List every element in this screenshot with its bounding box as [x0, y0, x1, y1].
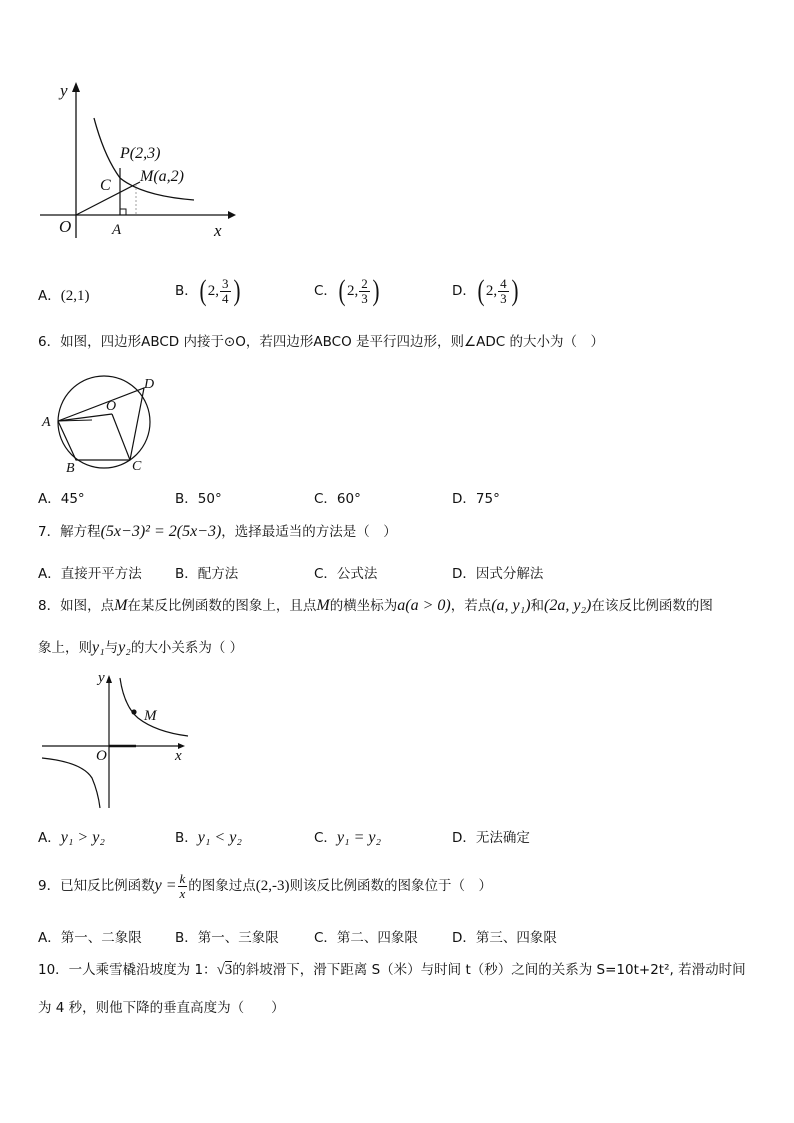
q5-option-d-num: 4 [500, 275, 507, 291]
q5-option-b-label: B． [175, 283, 198, 299]
q7-option-d[interactable]: D．因式分解法 [452, 566, 544, 582]
q6-circle [58, 376, 150, 468]
q6-stem: 6．如图，四边形ABCD 内接于⊙O，若四边形ABCO 是平行四边形，则∠ADC 的大小为（ ） [38, 334, 604, 350]
q7-stem [38, 522, 397, 542]
q10-line1 [38, 960, 746, 980]
q8-stem-mid3: ，若点 [450, 598, 492, 614]
q5-option-d-fraction [498, 277, 509, 306]
q5-label-c: C [100, 177, 111, 194]
q8-label-m: M [144, 708, 157, 724]
q6-label-a: A [42, 415, 51, 430]
q8-option-b-math: y₁ < y₂ [197, 829, 242, 846]
q5-option-b-fraction [220, 277, 231, 306]
q5-option-d-int: 2, [485, 283, 498, 299]
q9-option-d[interactable]: D．第三、四象限 [452, 930, 557, 946]
q8-option-c-label: C． [314, 830, 337, 846]
q6-option-b[interactable]: B．50° [175, 491, 222, 507]
q8-m-1: M [114, 597, 128, 614]
q10-line2: 为 4 秒，则他下降的垂直高度为（ ） [38, 1000, 285, 1016]
q9-y-eq: y = [154, 877, 177, 894]
q6-label-c: C [132, 459, 142, 474]
q5-option-a[interactable] [38, 284, 90, 305]
q5-option-c-fraction [359, 277, 370, 306]
q7-stem-suffix: ，选择最适当的方法是（ ） [221, 524, 397, 540]
q5-option-c-den: 3 [361, 290, 368, 306]
q8-option-a-label: A． [38, 830, 61, 846]
q8-stem-line2-prefix: 象上，则 [38, 640, 92, 656]
q8-stem-line2-end: 的大小关系为（ ） [130, 640, 244, 656]
q5-label-m: M(a,2) [140, 168, 184, 185]
q6-line-bc-inner [76, 420, 92, 460]
q5-option-d-lparen: ( [477, 274, 485, 307]
q8-cond: a(a > 0) [397, 597, 451, 614]
q8-y1: y₁ [92, 639, 105, 656]
q5-option-b-den: 4 [222, 290, 229, 306]
q5-option-c-rparen: ) [372, 274, 380, 307]
q5-figure [36, 78, 246, 243]
q8-stem-prefix: 8．如图，点 [38, 598, 115, 614]
q5-option-d-rparen: ) [511, 274, 519, 307]
q8-point2: (2a, y₂) [544, 597, 592, 614]
q8-stem-and: 和 [530, 598, 545, 614]
q5-label-p: P(2,3) [120, 145, 161, 162]
q5-option-b[interactable] [175, 274, 242, 308]
q9-frac-num: k [179, 870, 186, 886]
q5-option-d-den: 3 [500, 290, 507, 306]
q5-label-x: x [214, 221, 222, 240]
q7-option-a[interactable]: A．直接开平方法 [38, 566, 142, 582]
q8-stem-end: 在该反比例函数的图 [591, 598, 713, 614]
q5-label-y: y [60, 81, 68, 100]
q9-fraction [178, 872, 188, 901]
q5-option-b-lparen: ( [199, 274, 207, 307]
q8-option-c[interactable] [314, 826, 381, 847]
q8-hyperbola-branch-3 [42, 758, 100, 808]
q5-label-a: A [112, 222, 122, 238]
q8-point-m [131, 709, 136, 714]
q8-figure [38, 668, 198, 813]
q9-frac-den: x [179, 885, 186, 901]
q6-label-b: B [66, 461, 75, 474]
q7-stem-prefix: 7．解方程 [38, 524, 101, 540]
q7-equation: (5x−3)² = 2(5x−3) [100, 523, 222, 540]
q8-stem-mid: 在某反比例函数的图象上，且点 [127, 598, 317, 614]
q8-stem-line2-mid: 与 [104, 640, 119, 656]
q6-label-o: O [106, 399, 117, 414]
q5-option-c[interactable] [314, 274, 381, 308]
q7-option-c[interactable]: C．公式法 [314, 566, 378, 582]
q6-option-d[interactable]: D．75° [452, 491, 500, 507]
q5-option-a-value: (2,1) [60, 288, 90, 304]
q5-option-c-int: 2, [346, 283, 359, 299]
q8-option-a-math: y₁ > y₂ [60, 829, 105, 846]
q9-stem-end: 则该反比例函数的图象位于（ ） [289, 878, 493, 894]
q9-point: (2,-3) [255, 878, 290, 894]
q6-option-c[interactable]: C．60° [314, 491, 361, 507]
q8-label-y: y [98, 670, 105, 686]
q9-option-b[interactable]: B．第一、三象限 [175, 930, 279, 946]
q8-m-2: M [316, 597, 330, 614]
q5-option-d[interactable] [452, 274, 520, 308]
q6-figure [40, 374, 165, 474]
q8-stem-line2 [38, 638, 243, 658]
q8-option-a[interactable] [38, 826, 105, 847]
q5-option-d-label: D． [452, 283, 476, 299]
q6-quad-abcd [58, 388, 144, 460]
q5-label-o: O [59, 217, 72, 236]
q10-line1-end: 的斜坡滑下，滑下距离 S（米）与时间 t（秒）之间的关系为 S=10t+2t², 若滑动时间 [232, 962, 746, 978]
q9-option-c[interactable]: C．第二、四象限 [314, 930, 418, 946]
q5-option-b-int: 2, [207, 283, 220, 299]
q6-line-oc [112, 414, 130, 460]
q7-option-b[interactable]: B．配方法 [175, 566, 239, 582]
q9-stem-prefix: 9．已知反比例函数 [38, 878, 155, 894]
q8-stem-mid2: 的横坐标为 [329, 598, 398, 614]
q5-right-angle [120, 209, 126, 215]
q8-point1: (a, y₁) [491, 597, 531, 614]
q8-y-arrow [106, 675, 112, 683]
q5-option-b-num: 3 [222, 275, 229, 291]
q9-option-a[interactable]: A．第一、二象限 [38, 930, 142, 946]
q5-option-a-label: A． [38, 288, 61, 304]
q8-label-x: x [175, 748, 182, 764]
q8-label-o: O [96, 748, 107, 764]
q8-option-b-label: B． [175, 830, 198, 846]
q8-y2: y₂ [118, 639, 131, 656]
q8-option-c-math: y₁ = y₂ [336, 829, 382, 846]
q8-option-b[interactable] [175, 826, 242, 847]
q6-label-d: D [144, 377, 155, 392]
q8-hyperbola-branch-1 [120, 678, 188, 736]
q10-line1-prefix: 10．一人乘雪橇沿坡度为 1： [38, 962, 217, 978]
q5-option-b-rparen: ) [233, 274, 241, 307]
q5-option-c-label: C． [314, 283, 337, 299]
q9-stem-mid: 的图象过点 [188, 878, 256, 894]
q5-x-arrow [228, 211, 236, 219]
q10-sqrt-value: 3 [224, 962, 233, 978]
q10-sqrt: √3 [216, 962, 233, 978]
q5-option-c-num: 2 [361, 275, 368, 291]
q8-option-d[interactable]: D．无法确定 [452, 830, 530, 846]
q9-stem [38, 866, 492, 906]
q5-y-arrow [72, 82, 80, 92]
q8-stem-line1 [38, 596, 713, 616]
q6-option-a[interactable]: A．45° [38, 491, 85, 507]
q5-option-c-lparen: ( [338, 274, 346, 307]
